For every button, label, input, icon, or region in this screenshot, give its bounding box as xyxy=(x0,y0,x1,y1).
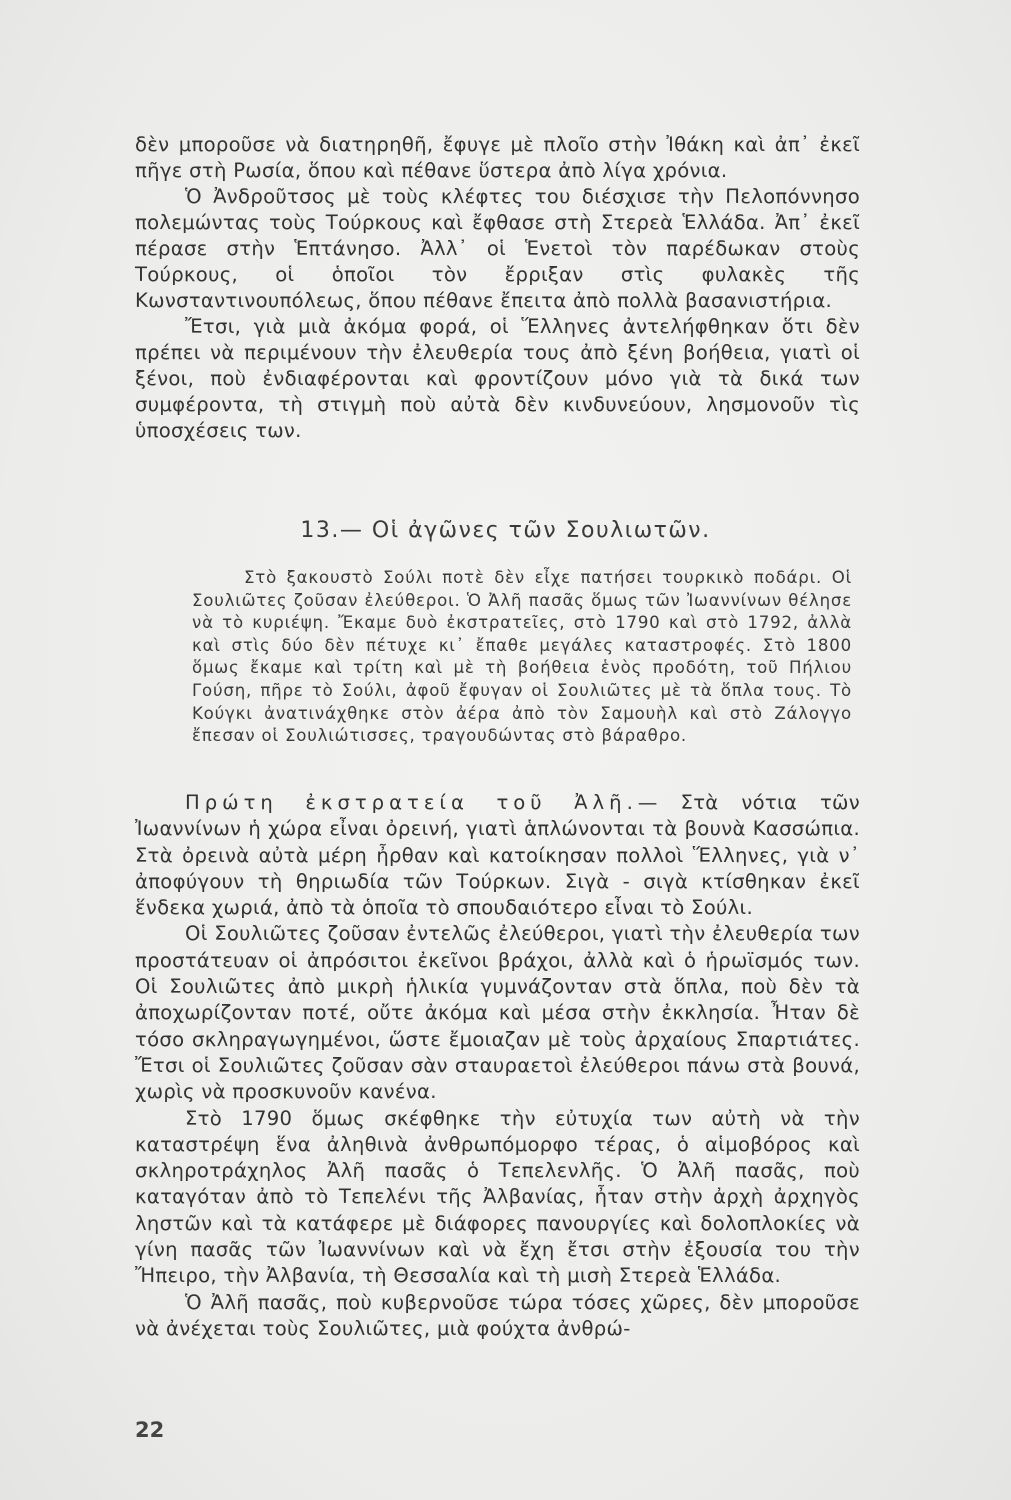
paragraph: Στὸ 1790 ὅμως σκέφθηκε τὴν εὐτυχία των αὐτὴ νὰ τὴν καταστρέψη ἕνα ἀληθινὰ ἀνθρωπόμορφο τέρας, ὁ αἱμοβόρος καὶ σκληροτράχηλος Ἀλῆ πασᾶς ὁ Τεπελενλῆς. Ὁ Ἀλῆ πασᾶς, ποὺ καταγόταν ἀπὸ τὸ Τεπελένι τῆς Ἀλβανίας, ἦταν στὴν ἀρχὴ ἀρχηγὸς ληστῶν καὶ τὰ κατάφερε μὲ διάφορες πανουργίες καὶ δολοπλοκίες νὰ γίνη πασᾶς τῶν Ἰωαννίνων καὶ νὰ ἔχη ἔτσι στὴν ἐξουσία του τὴν Ἤπειρο, τὴν Ἀλβανία, τὴ Θεσσαλία καὶ τὴ μισὴ Στερεὰ Ἑλλάδα. xyxy=(135,1106,860,1288)
paragraph: Ὁ Ἀνδροῦτσος μὲ τοὺς κλέφτες του διέσχισε τὴν Πελοπόννησο πολεμώντας τοὺς Τούρκους καὶ ἔφθασε στὴ Στερεὰ Ἑλλάδα. Ἀπ᾽ ἐκεῖ πέρασε στὴν Ἑπτάνησο. Ἀλλ᾽ οἱ Ἑνετοὶ τὸν παρέδωκαν στοὺς Τούρκους, οἱ ὁποῖοι τὸν ἔρριξαν στὶς φυλακὲς τῆς Κωνσταντινουπόλεως, ὅπου πέθανε ἔπειτα ἀπὸ πολλὰ βασανιστήρια. xyxy=(135,185,860,312)
paragraph: δὲν μποροῦσε νὰ διατηρηθῆ, ἔφυγε μὲ πλοῖο στὴν Ἰθάκη καὶ ἀπ᾽ ἐκεῖ πῆγε στὴ Ρωσία, ὅπου καὶ πέθανε ὕστερα ἀπὸ λίγα χρόνια. xyxy=(135,133,860,182)
paragraph: Ἔτσι, γιὰ μιὰ ἀκόμα φορά, οἱ Ἕλληνες ἀντελήφθηκαν ὅτι δὲν πρέπει νὰ περιμένουν τὴν ἐλευθερία τους ἀπὸ ξένη βοήθεια, γιατὶ οἱ ξένοι, ποὺ ἐνδιαφέρονται καὶ φροντίζουν μόνο γιὰ τὰ δικά των συμφέροντα, τὴ στιγμὴ ποὺ αὐτὰ δὲν κινδυνεύουν, λησμονοῦν τὶς ὑποσχέσεις των. xyxy=(135,315,860,442)
subheading: Πρώτη ἐκστρατεία τοῦ Ἀλῆ. xyxy=(185,791,638,814)
summary-paragraph: Στὸ ξακουστὸ Σούλι ποτὲ δὲν εἶχε πατήσει τουρκικὸ ποδάρι. Οἱ Σουλιῶτες ζοῦσαν ἐλεύθεροι. Ὁ Ἀλῆ πασᾶς ὅμως τῶν Ἰωαννίνων θέλησε νὰ τὸ κυριέψη. Ἔκαμε δυὸ ἐκστρατεῖες, στὸ 1790 καὶ στὸ 1792, ἀλλὰ καὶ στὶς δύο δὲν πέτυχε κι᾽ ἔπαθε μεγάλες καταστροφές. Στὸ 1800 ὅμως ἔκαμε καὶ τρίτη καὶ μὲ τὴ βοήθεια ἑνὸς προδότη, τοῦ Πήλιου Γούση, πῆρε τὸ Σούλι, ἀφοῦ ἔφυγαν οἱ Σουλιῶτες μὲ τὰ ὅπλα τους. Τὸ Κούγκι ἀνατινάχθηκε στὸν ἀέρα ἀπὸ τὸν Σαμουὴλ καὶ στὸ Ζάλογγο ἔπεσαν οἱ Σουλιώτισσες, τραγουδώντας στὸ βάραθρο. xyxy=(192,568,852,746)
page-number: 22 xyxy=(135,1418,165,1442)
main-text xyxy=(135,790,860,1342)
paragraph: Οἱ Σουλιῶτες ζοῦσαν ἐντελῶς ἐλεύθεροι, γιατὶ τὴν ἐλευθερία των προστάτευαν οἱ ἀπρόσιτοι ἐκεῖνοι βράχοι, ἀλλὰ καὶ ὁ ἡρωϊσμός των. Οἱ Σουλιῶτες ἀπὸ μικρὴ ἡλικία γυμνάζονταν στὰ ὅπλα, ποὺ δὲν τὰ ἀποχωρίζονταν ποτέ, οὔτε ἀκόμα καὶ μέσα στὴν ἐκκλησία. Ἦταν δὲ τόσο σκληραγωγημένοι, ὥστε ἔμοιαζαν μὲ τοὺς ἀρχαίους Σπαρτιάτες. Ἔτσι οἱ Σουλιῶτες ζοῦσαν σὰν σταυραετοὶ ἐλεύθεροι πάνω στὰ βουνά, χωρὶς νὰ προσκυνοῦν κανένα. xyxy=(135,922,860,1104)
section-summary xyxy=(192,567,852,748)
paragraph: Ὁ Ἀλῆ πασᾶς, ποὺ κυβερνοῦσε τώρα τόσες χῶρες, δὲν μποροῦσε νὰ ἀνέχεται τοὺς Σουλιῶτες, μιὰ φούχτα ἀνθρώ- xyxy=(135,1290,860,1340)
section-heading: 13.— Οἱ ἀγῶνες τῶν Σουλιωτῶν. xyxy=(300,518,711,543)
paragraph-body: — Στὰ νότια τῶν Ἰωαννίνων ἡ χώρα εἶναι ὀρεινή, γιατὶ ἁπλώνονται τὰ βουνὰ Κασσώπια. Στὰ ὀρεινὰ αὐτὰ μέρη ἦρθαν καὶ κατοίκησαν πολλοὶ Ἕλληνες, γιὰ ν᾽ ἀποφύγουν τὴ θηριωδία τῶν Τούρκων. Σιγὰ - σιγὰ κτίσθηκαν ἐκεῖ ἕνδεκα χωριά, ἀπὸ τὰ ὁποῖα τὸ σπουδαιότερο εἶναι τὸ Σούλι. xyxy=(135,791,860,920)
intro-text xyxy=(135,132,860,444)
paragraph xyxy=(135,790,860,921)
